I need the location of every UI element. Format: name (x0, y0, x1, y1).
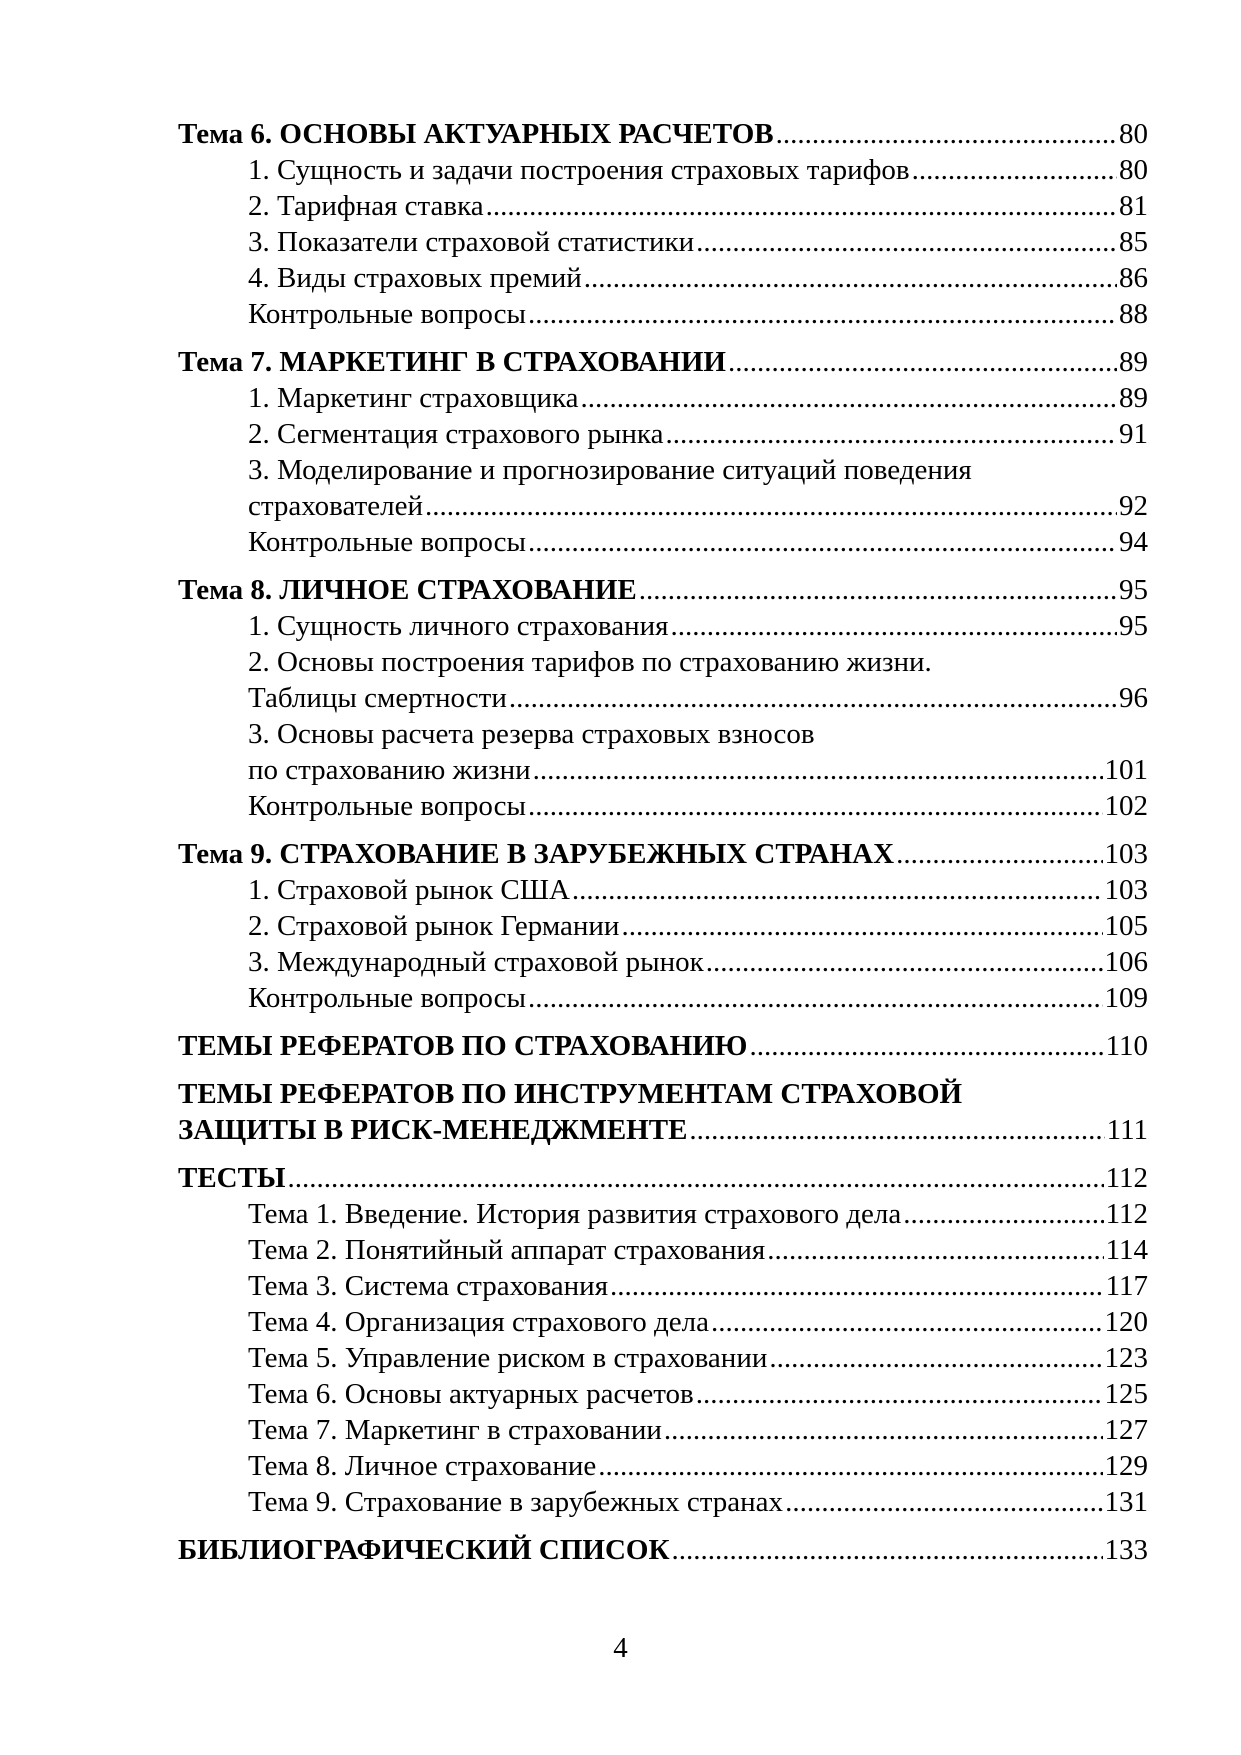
toc-entry-title: Тема 2. Понятийный аппарат страхования (248, 1234, 766, 1266)
toc-entry-title: Тема 7. Маркетинг в страховании (248, 1414, 662, 1446)
toc-entry[interactable] (178, 1340, 1148, 1376)
toc-entry[interactable] (178, 1304, 1148, 1340)
toc-entry-title: БИБЛИОГРАФИЧЕСКИЙ СПИСОК (178, 1534, 670, 1566)
toc-entry[interactable] (178, 1196, 1148, 1232)
toc-entry[interactable] (178, 980, 1148, 1016)
toc-page-number: 85 (1119, 226, 1148, 258)
toc-page-number: 127 (1104, 1414, 1148, 1446)
toc-page-number: 80 (1119, 118, 1148, 150)
toc-heading-topic7[interactable] (178, 344, 1148, 380)
toc-page-number: 89 (1119, 346, 1148, 378)
dot-leader (528, 788, 1103, 824)
toc-page-number: 94 (1119, 526, 1148, 558)
toc-page-number: 120 (1104, 1306, 1148, 1338)
toc-entry-title: 2. Тарифная ставка (248, 190, 484, 222)
toc-entry-line1[interactable]: 3. Моделирование и прогнозирование ситуаций поведения (248, 454, 972, 486)
toc-entry-title: Тема 3. Система страхования (248, 1270, 609, 1302)
toc-heading-topic9[interactable] (178, 836, 1148, 872)
toc-entry-title: 1. Маркетинг страховщика (248, 382, 579, 414)
toc-entry[interactable] (178, 152, 1148, 188)
dot-leader (621, 908, 1102, 944)
toc-page-number: 86 (1119, 262, 1148, 294)
toc-page-number: 114 (1105, 1234, 1148, 1266)
toc-heading-essays[interactable] (178, 1028, 1148, 1064)
dot-leader (767, 1232, 1103, 1268)
toc-entry[interactable] (178, 260, 1148, 296)
toc-page-number: 95 (1119, 610, 1148, 642)
toc-page-number: 101 (1104, 754, 1148, 786)
dot-leader (749, 1028, 1103, 1064)
toc-entry-line2[interactable] (178, 680, 1148, 716)
toc-page-number: 89 (1119, 382, 1148, 414)
toc-page-number: 105 (1104, 910, 1148, 942)
toc-page-number: 131 (1104, 1486, 1148, 1518)
dot-leader (896, 836, 1102, 872)
toc-entry-title: Тема 8. Личное страхование (248, 1450, 597, 1482)
toc-entry-title: Тема 9. СТРАХОВАНИЕ В ЗАРУБЕЖНЫХ СТРАНАХ (178, 838, 895, 870)
toc-entry[interactable] (178, 872, 1148, 908)
dot-leader (528, 524, 1117, 560)
dot-leader (912, 152, 1117, 188)
toc-entry-title: 2. Страховой рынок Германии (248, 910, 620, 942)
toc-page-number: 81 (1119, 190, 1148, 222)
toc-page-number: 96 (1119, 682, 1148, 714)
toc-page-number: 109 (1104, 982, 1148, 1014)
toc-entry-title: 3. Показатели страховой статистики (248, 226, 695, 258)
dot-leader (610, 1268, 1104, 1304)
toc-entry-title: 1. Сущность личного страхования (248, 610, 669, 642)
toc-page-number: 111 (1106, 1114, 1148, 1146)
toc-entry-line2[interactable] (178, 752, 1148, 788)
dot-leader (728, 344, 1117, 380)
toc-entry[interactable] (178, 608, 1148, 644)
toc-entry[interactable] (178, 296, 1148, 332)
toc-page-number: 103 (1104, 874, 1148, 906)
toc-page-number: 88 (1119, 298, 1148, 330)
toc-entry-title: Тема 8. ЛИЧНОЕ СТРАХОВАНИЕ (178, 574, 637, 606)
dot-leader (533, 752, 1103, 788)
toc-entry[interactable] (178, 416, 1148, 452)
toc-entry[interactable] (178, 1448, 1148, 1484)
toc-entry-title: Тема 1. Введение. История развития страхового дела (248, 1198, 902, 1230)
toc-heading-topic8[interactable] (178, 572, 1148, 608)
toc-entry-title: 4. Виды страховых премий (248, 262, 582, 294)
toc-heading-tests[interactable] (178, 1160, 1148, 1196)
toc-entry-line2[interactable] (178, 488, 1148, 524)
toc-entry[interactable] (178, 188, 1148, 224)
toc-entry-title: по страхованию жизни (248, 754, 531, 786)
page-number: 4 (613, 1632, 628, 1664)
dot-leader (528, 980, 1103, 1016)
toc-page-number: 125 (1104, 1378, 1148, 1410)
dot-leader (689, 1112, 1104, 1148)
toc-entry-title: Контрольные вопросы (248, 298, 526, 330)
toc-entry-title: ТЕСТЫ (178, 1162, 286, 1194)
toc-entry-title: Контрольные вопросы (248, 526, 526, 558)
toc-entry-title: ТЕМЫ РЕФЕРАТОВ ПО СТРАХОВАНИЮ (178, 1030, 748, 1062)
dot-leader (664, 1412, 1103, 1448)
toc-page-number: 92 (1119, 490, 1148, 522)
dot-leader (769, 1340, 1102, 1376)
toc-page-number: 112 (1105, 1162, 1148, 1194)
dot-leader (696, 224, 1117, 260)
toc-entry[interactable] (178, 908, 1148, 944)
dot-leader (528, 296, 1117, 332)
toc-entry-title: Таблицы смертности (248, 682, 507, 714)
toc-entry-line1[interactable]: 3. Основы расчета резерва страховых взносов (248, 718, 815, 750)
toc-page-number: 117 (1105, 1270, 1148, 1302)
toc-entry-title: Тема 5. Управление риском в страховании (248, 1342, 768, 1374)
dot-leader (665, 416, 1117, 452)
dot-leader (670, 608, 1117, 644)
toc-entry[interactable] (178, 788, 1148, 824)
dot-leader (509, 680, 1117, 716)
toc-page-number: 106 (1104, 946, 1148, 978)
toc-entry-title: 2. Сегментация страхового рынка (248, 418, 664, 450)
dot-leader (696, 1376, 1103, 1412)
toc-heading-bibliography[interactable] (178, 1532, 1148, 1568)
toc-entry-title: 1. Страховой рынок США (248, 874, 570, 906)
toc-entry[interactable] (178, 524, 1148, 560)
toc-entry-title: ЗАЩИТЫ В РИСК-МЕНЕДЖМЕНТЕ (178, 1114, 688, 1146)
toc-entry-title: Контрольные вопросы (248, 790, 526, 822)
toc-entry-title: Тема 9. Страхование в зарубежных странах (248, 1486, 784, 1518)
toc-entry[interactable] (178, 944, 1148, 980)
toc-entry-title: Тема 4. Организация страхового дела (248, 1306, 710, 1338)
toc-page-number: 129 (1104, 1450, 1148, 1482)
toc-entry[interactable] (178, 1484, 1148, 1520)
toc-page-number: 95 (1119, 574, 1148, 606)
toc-entry-title: 1. Сущность и задачи построения страховых тарифов (248, 154, 910, 186)
dot-leader (486, 188, 1117, 224)
dot-leader (584, 260, 1117, 296)
toc-entry-line1[interactable]: 2. Основы построения тарифов по страхованию жизни. (248, 646, 932, 678)
toc-heading-topic6[interactable] (178, 116, 1148, 152)
toc-heading-essays-risk-line2[interactable] (178, 1112, 1148, 1148)
toc-entry[interactable] (178, 1376, 1148, 1412)
dot-leader (785, 1484, 1102, 1520)
toc-entry-title: страхователей (248, 490, 424, 522)
dot-leader (598, 1448, 1102, 1484)
toc-entry[interactable] (178, 1412, 1148, 1448)
toc-heading-essays-risk-line1[interactable]: ТЕМЫ РЕФЕРАТОВ ПО ИНСТРУМЕНТАМ СТРАХОВОЙ (178, 1078, 963, 1110)
toc-page-number: 80 (1119, 154, 1148, 186)
dot-leader (711, 1304, 1102, 1340)
toc-entry[interactable] (178, 380, 1148, 416)
toc-entry-title: Тема 7. МАРКЕТИНГ В СТРАХОВАНИИ (178, 346, 726, 378)
toc-page-number: 103 (1104, 838, 1148, 870)
toc-entry[interactable] (178, 224, 1148, 260)
dot-leader (672, 1532, 1103, 1568)
toc-entry-title: Тема 6. ОСНОВЫ АКТУАРНЫХ РАСЧЕТОВ (178, 118, 774, 150)
toc-entry[interactable] (178, 1232, 1148, 1268)
toc-page-number: 133 (1104, 1534, 1148, 1566)
dot-leader (425, 488, 1117, 524)
toc-entry-title: 3. Международный страховой рынок (248, 946, 704, 978)
dot-leader (903, 1196, 1103, 1232)
toc-page-number: 110 (1105, 1030, 1148, 1062)
dot-leader (776, 116, 1117, 152)
toc-entry[interactable] (178, 1268, 1148, 1304)
table-of-contents (178, 116, 1148, 1568)
dot-leader (639, 572, 1117, 608)
dot-leader (706, 944, 1103, 980)
toc-entry-title: Контрольные вопросы (248, 982, 526, 1014)
toc-page-number: 102 (1104, 790, 1148, 822)
dot-leader (572, 872, 1103, 908)
toc-entry-title: Тема 6. Основы актуарных расчетов (248, 1378, 694, 1410)
dot-leader (287, 1160, 1103, 1196)
toc-page-number: 123 (1104, 1342, 1148, 1374)
dot-leader (580, 380, 1117, 416)
toc-page-number: 112 (1105, 1198, 1148, 1230)
toc-page-number: 91 (1119, 418, 1148, 450)
